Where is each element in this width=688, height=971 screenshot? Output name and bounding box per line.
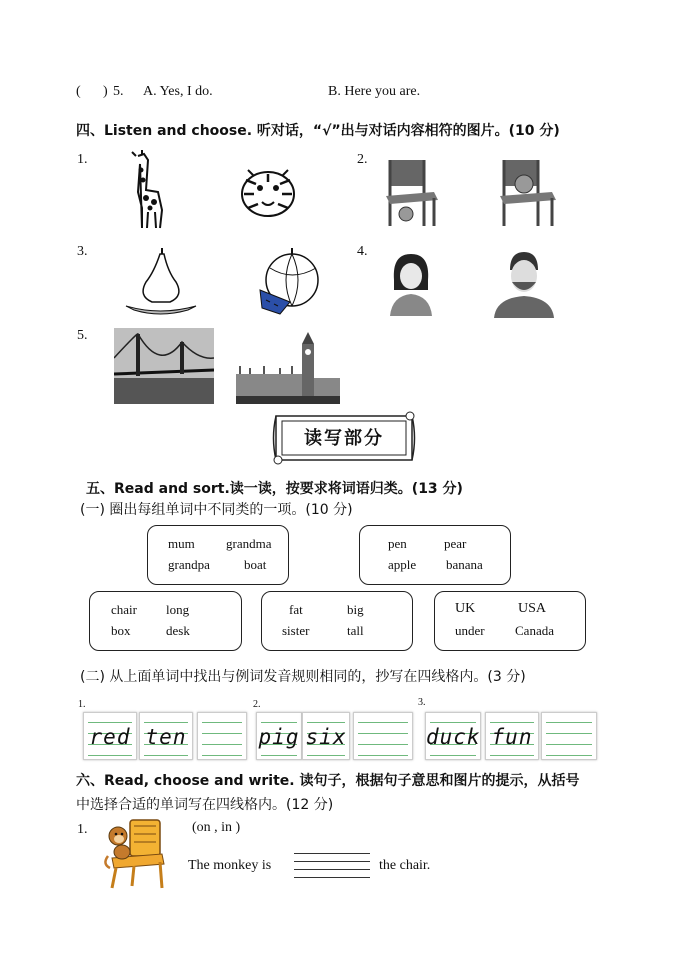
item-number: 3.	[77, 244, 88, 259]
word-group-box	[89, 591, 242, 651]
grid-number: 3.	[418, 697, 426, 708]
word[interactable]: grandma	[226, 536, 272, 551]
word[interactable]: desk	[166, 623, 190, 638]
section5-title: 五、Read and sort.读一读，按要求将词语归类。(13 分)	[86, 481, 463, 497]
chair-ball-on-picture[interactable]	[498, 158, 558, 228]
four-line-grid	[302, 712, 350, 760]
section6-title-line1: 六、Read, choose and write. 读句子，根据句子意思和图片的提示，从括号	[76, 773, 580, 789]
example-word: ten	[145, 725, 187, 749]
answer-blank[interactable]	[294, 852, 370, 880]
monkey-on-chair-picture[interactable]	[100, 816, 166, 890]
word[interactable]: fat	[289, 602, 303, 617]
section4-title: 四、Listen and choose. 听对话，“√”出与对话内容相符的图片。(10 分)	[76, 123, 560, 139]
word[interactable]: mum	[168, 536, 195, 551]
word-group-box	[147, 525, 289, 585]
four-line-grid	[139, 712, 193, 760]
word[interactable]: boat	[244, 557, 267, 572]
answer-paren-open: (	[76, 84, 81, 99]
item-number: 1.	[77, 152, 88, 167]
word-options: (on , in )	[192, 820, 241, 835]
section5-part2-title: (二) 从上面单词中找出与例词发音规则相同的，抄写在四线格内。(3 分)	[80, 669, 526, 685]
item-number: 4.	[357, 244, 368, 259]
section6-title-line2: 中选择合适的单词写在四线格内。(12 分)	[76, 797, 334, 813]
word[interactable]: under	[455, 623, 485, 638]
woman-picture[interactable]	[388, 250, 434, 316]
word[interactable]: tall	[347, 623, 364, 638]
item-number: 1.	[77, 822, 88, 837]
example-word: red	[89, 725, 131, 749]
item-number: 2.	[357, 152, 368, 167]
pear-picture[interactable]	[124, 246, 198, 316]
answer-grid[interactable]	[353, 712, 413, 760]
example-word: fun	[491, 725, 533, 749]
answer-grid[interactable]	[197, 712, 247, 760]
word-group-box	[359, 525, 511, 585]
word[interactable]: UK	[455, 601, 476, 616]
word[interactable]: Canada	[515, 623, 554, 638]
word[interactable]: sister	[282, 623, 310, 638]
example-word: duck	[426, 725, 481, 749]
word[interactable]: grandpa	[168, 557, 210, 572]
big-ben-photo[interactable]	[236, 330, 340, 404]
example-word: pig	[258, 725, 300, 749]
word[interactable]: pen	[388, 536, 407, 551]
word[interactable]: box	[111, 623, 131, 638]
grid-number: 2.	[253, 699, 261, 710]
example-word: six	[305, 725, 347, 749]
word-group-box	[261, 591, 413, 651]
option-a: A. Yes, I do.	[143, 84, 213, 99]
four-line-grid	[256, 712, 302, 760]
option-b: B. Here you are.	[328, 84, 421, 99]
sentence-end: the chair.	[379, 858, 431, 873]
man-picture[interactable]	[492, 248, 556, 318]
chair-ball-under-picture[interactable]	[384, 158, 440, 228]
golden-gate-bridge-photo[interactable]	[114, 328, 214, 404]
word[interactable]: USA	[518, 601, 547, 616]
giraffe-picture[interactable]	[128, 150, 172, 230]
answer-grid[interactable]	[541, 712, 597, 760]
answer-paren-close: )	[103, 84, 108, 99]
sentence-start: The monkey is	[188, 858, 272, 873]
question-number: 5.	[113, 84, 124, 99]
four-line-grid	[485, 712, 539, 760]
word[interactable]: pear	[444, 536, 467, 551]
four-line-grid	[425, 712, 481, 760]
grid-number: 1.	[78, 699, 86, 710]
section5-part1-title: (一) 圈出每组单词中不同类的一项。(10 分)	[80, 502, 353, 518]
tiger-picture[interactable]	[238, 156, 302, 226]
word[interactable]: chair	[111, 602, 137, 617]
banner-text: 读写部分	[304, 428, 384, 449]
word[interactable]: big	[347, 602, 364, 617]
word[interactable]: long	[166, 602, 190, 617]
melon-picture[interactable]	[256, 248, 322, 316]
word[interactable]: banana	[446, 557, 483, 572]
word-group-box	[434, 591, 586, 651]
four-line-grid	[83, 712, 137, 760]
item-number: 5.	[77, 328, 88, 343]
word[interactable]: apple	[388, 557, 417, 572]
